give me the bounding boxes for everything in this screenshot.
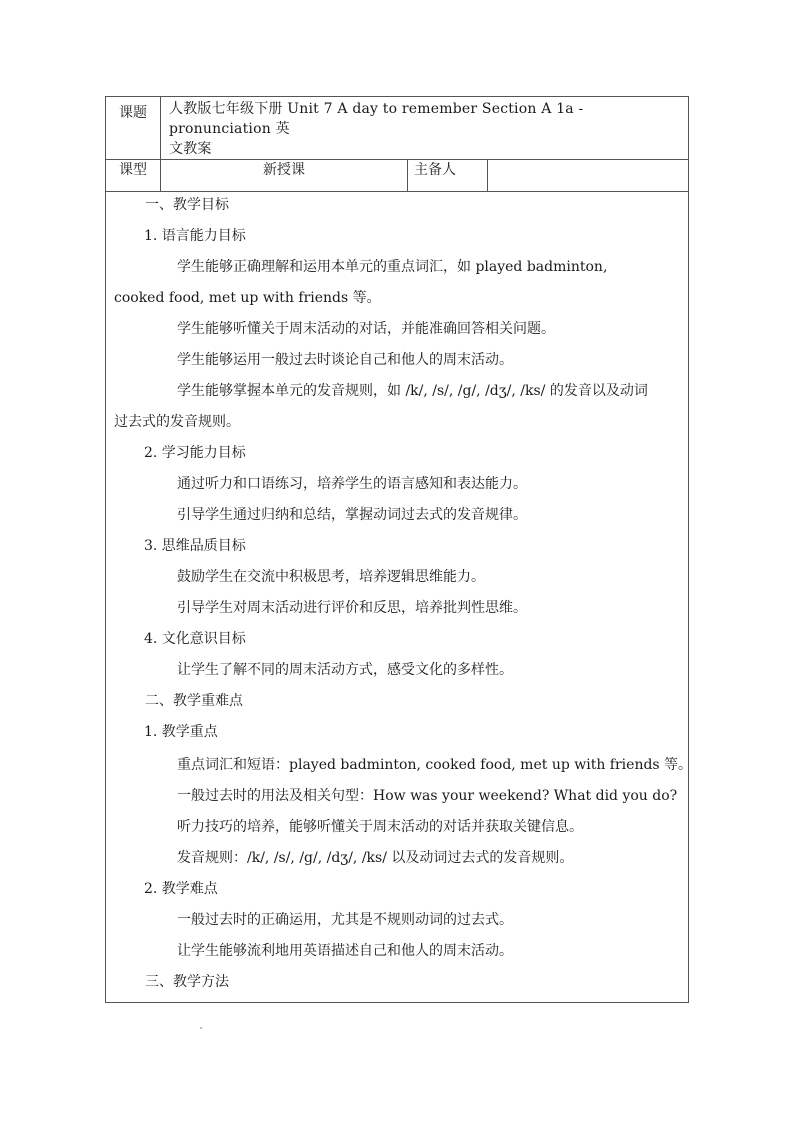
section-heading: 一、教学目标 (145, 197, 229, 213)
content-cell (106, 192, 693, 1003)
paragraph: 发音规则：/k/, /s/, /g/, /dʒ/, /ks/ 以及动词过去式的发音规则。 (177, 850, 574, 866)
paragraph: 重点词汇和短语：played badminton, cooked food, met up with friends 等。 (177, 757, 693, 773)
section-heading: 三、教学方法 (145, 974, 229, 990)
type-value: 新授课 (161, 160, 408, 192)
subsection-heading: 3. 思维品质目标 (144, 538, 246, 554)
paragraph: 让学生了解不同的周末活动方式，感受文化的多样性。 (177, 662, 513, 678)
paragraph: 一般过去时的用法及相关句型：How was your weekend? What did you do? (177, 788, 678, 804)
owner-value (488, 160, 689, 192)
paragraph-continuation: cooked food, met up with friends 等。 (114, 290, 381, 306)
page-mark (200, 1027, 202, 1029)
subject-label: 课题 (106, 97, 161, 160)
owner-label: 主备人 (408, 160, 488, 192)
paragraph: 一般过去时的正确运用，尤其是不规则动词的过去式。 (177, 912, 513, 928)
section-heading: 二、教学重难点 (145, 693, 243, 709)
content-row (106, 192, 689, 1003)
subsection-heading: 2. 学习能力目标 (144, 445, 246, 461)
subject-row (106, 97, 689, 160)
paragraph: 通过听力和口语练习，培养学生的语言感知和表达能力。 (177, 476, 527, 492)
paragraph-continuation: 过去式的发音规则。 (114, 414, 240, 430)
subject-line-2: 文教案 (169, 141, 212, 157)
lesson-plan-table (105, 96, 693, 1003)
paragraph: 让学生能够流利地用英语描述自己和他人的周末活动。 (177, 943, 513, 959)
subject-line-1: 人教版七年级下册 Unit 7 A day to remember Section A 1a - pronunciation 英 (169, 101, 584, 137)
subsection-heading: 1. 语言能力目标 (144, 228, 246, 244)
paragraph: 鼓励学生在交流中积极思考，培养逻辑思维能力。 (177, 569, 485, 585)
subsection-heading: 4. 文化意识目标 (144, 631, 246, 647)
type-label: 课型 (106, 160, 161, 192)
paragraph: 学生能够掌握本单元的发音规则，如 /k/, /s/, /g/, /dʒ/, /ks/ 的发音以及动词 (177, 383, 648, 399)
paragraph: 听力技巧的培养，能够听懂关于周末活动的对话并获取关键信息。 (177, 819, 583, 835)
subject-value (161, 97, 689, 160)
paragraph: 引导学生对周末活动进行评价和反思，培养批判性思维。 (177, 600, 527, 616)
paragraph: 学生能够听懂关于周末活动的对话，并能准确回答相关问题。 (177, 321, 555, 337)
paragraph: 学生能够正确理解和运用本单元的重点词汇，如 played badminton, (177, 259, 608, 275)
type-row (106, 160, 689, 192)
subsection-heading: 1. 教学重点 (144, 724, 218, 740)
paragraph: 学生能够运用一般过去时谈论自己和他人的周末活动。 (177, 352, 513, 368)
paragraph: 引导学生通过归纳和总结，掌握动词过去式的发音规律。 (177, 507, 527, 523)
subsection-heading: 2. 教学难点 (144, 881, 218, 897)
